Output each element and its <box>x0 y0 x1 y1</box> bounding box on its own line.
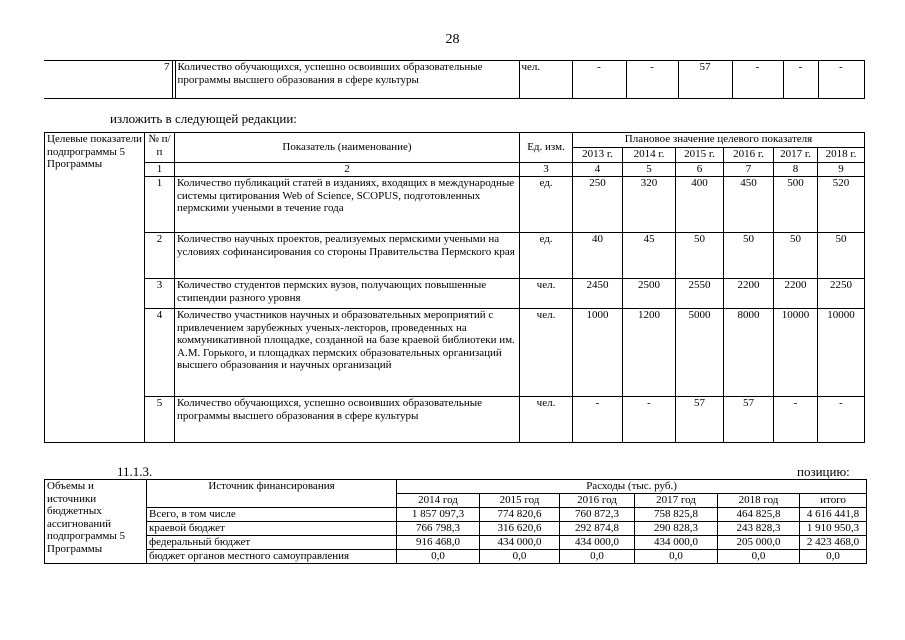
budget-left-label: Объемы и источники бюджетных ассигнований подпрограммы 5 Программы <box>45 480 147 564</box>
row-unit: чел. <box>520 397 573 443</box>
budget-source: Всего, в том числе <box>147 507 397 521</box>
col-header-num: № п/п <box>145 133 175 163</box>
table-row <box>45 397 865 443</box>
row-name: Количество научных проектов, реализуемых пермскими учеными на условиях софинансирования со стороны Правительства Пермского края <box>175 233 520 279</box>
budget-value: 292 874,8 <box>560 521 635 535</box>
row-value: 8000 <box>724 309 774 397</box>
page-number: 28 <box>445 32 460 47</box>
row-num: 1 <box>145 177 175 233</box>
row-unit: чел. <box>520 279 573 309</box>
col-number: 6 <box>676 163 724 177</box>
row-name: Количество публикаций статей в изданиях, входящих в международные системы цитирования Web of Science, SCOPUS, подготовленных пермскими учеными в течение года <box>175 177 520 233</box>
row-value: 40 <box>573 233 623 279</box>
intro-text: изложить в следующей редакции: <box>110 111 297 126</box>
row-name: Количество участников научных и образовательных мероприятий с привлечением зарубежных ученых-лекторов, проведенных на коммуникативной площадке, созданной на базе краевой библиотеки им. А.М. Горького, и площадках пермских образовательных организаций высшего образования и научных организаций <box>175 309 520 397</box>
row-value: 500 <box>774 177 818 233</box>
budget-value: 464 825,8 <box>718 507 800 521</box>
budget-value: 434 000,0 <box>480 535 560 549</box>
col-number: 8 <box>774 163 818 177</box>
col-number: 4 <box>573 163 623 177</box>
budget-value: 0,0 <box>480 549 560 563</box>
col-number: 2 <box>175 163 520 177</box>
row-num: 3 <box>145 279 175 309</box>
budget-source: федеральный бюджет <box>147 535 397 549</box>
row-value: 50 <box>676 233 724 279</box>
top-row-unit: чел. <box>519 61 572 99</box>
row-value: 520 <box>818 177 865 233</box>
budget-expenses-header: Расходы (тыс. руб.) <box>397 480 867 494</box>
top-row-value: - <box>572 61 626 99</box>
row-value: - <box>573 397 623 443</box>
table-row <box>45 549 867 563</box>
top-fragment-table <box>44 60 865 99</box>
budget-value: 316 620,6 <box>480 521 560 535</box>
budget-source: краевой бюджет <box>147 521 397 535</box>
top-row-name: Количество обучающихся, успешно освоивших образовательные программы высшего образования в сфере культуры <box>175 61 519 99</box>
row-value: 5000 <box>676 309 724 397</box>
row-unit: чел. <box>520 309 573 397</box>
row-value: 50 <box>774 233 818 279</box>
row-value: - <box>818 397 865 443</box>
row-name: Количество студентов пермских вузов, получающих повышенные стипендии разного уровня <box>175 279 520 309</box>
table-row <box>45 309 865 397</box>
position-label: позицию: <box>797 464 850 479</box>
col-number: 1 <box>145 163 175 177</box>
top-row-value: - <box>732 61 783 99</box>
top-row-value: - <box>783 61 818 99</box>
table-row <box>45 279 865 309</box>
row-value: 50 <box>724 233 774 279</box>
row-name: Количество обучающихся, успешно освоивших образовательные программы высшего образования в сфере культуры <box>175 397 520 443</box>
budget-value: 0,0 <box>800 549 867 563</box>
budget-year-header: 2018 год <box>718 494 800 508</box>
row-value: 50 <box>818 233 865 279</box>
budget-value: 774 820,6 <box>480 507 560 521</box>
col-number: 9 <box>818 163 865 177</box>
row-value: 57 <box>724 397 774 443</box>
top-row-value: 57 <box>678 61 732 99</box>
table-row <box>45 233 865 279</box>
budget-year-header: 2014 год <box>397 494 480 508</box>
col-number: 7 <box>724 163 774 177</box>
col-header-year: 2013 г. <box>573 148 623 163</box>
indicators-table <box>44 132 865 443</box>
row-value: 10000 <box>774 309 818 397</box>
budget-value: 758 825,8 <box>635 507 718 521</box>
col-header-year: 2015 г. <box>676 148 724 163</box>
top-row-value: - <box>818 61 864 99</box>
budget-year-header: 2016 год <box>560 494 635 508</box>
budget-value: 290 828,3 <box>635 521 718 535</box>
row-value: 2200 <box>774 279 818 309</box>
row-unit: ед. <box>520 233 573 279</box>
row-value: 10000 <box>818 309 865 397</box>
table-row <box>45 177 865 233</box>
row-value: 2200 <box>724 279 774 309</box>
budget-value: 0,0 <box>560 549 635 563</box>
budget-table <box>44 479 867 564</box>
row-value: 57 <box>676 397 724 443</box>
row-value: 1000 <box>573 309 623 397</box>
row-num: 5 <box>145 397 175 443</box>
budget-value: 0,0 <box>397 549 480 563</box>
budget-value: 766 798,3 <box>397 521 480 535</box>
col-header-name: Показатель (наименование) <box>175 133 520 163</box>
row-num: 2 <box>145 233 175 279</box>
col-header-unit: Ед. изм. <box>520 133 573 163</box>
col-header-year: 2017 г. <box>774 148 818 163</box>
budget-value: 4 616 441,8 <box>800 507 867 521</box>
row-unit: ед. <box>520 177 573 233</box>
table-row <box>45 521 867 535</box>
budget-value: 2 423 468,0 <box>800 535 867 549</box>
section-label: 11.1.3. <box>117 464 153 479</box>
budget-value: 0,0 <box>718 549 800 563</box>
row-num: 4 <box>145 309 175 397</box>
row-value: 400 <box>676 177 724 233</box>
col-header-year: 2016 г. <box>724 148 774 163</box>
budget-value: 1 910 950,3 <box>800 521 867 535</box>
budget-value: 205 000,0 <box>718 535 800 549</box>
budget-source-header: Источник финансирования <box>147 480 397 508</box>
col-header-year: 2018 г. <box>818 148 865 163</box>
budget-value: 760 872,3 <box>560 507 635 521</box>
budget-value: 916 468,0 <box>397 535 480 549</box>
col-number: 5 <box>623 163 676 177</box>
col-header-plan: Плановое значение целевого показателя <box>573 133 865 148</box>
budget-source: бюджет органов местного самоуправления <box>147 549 397 563</box>
row-value: - <box>623 397 676 443</box>
row-value: - <box>774 397 818 443</box>
row-value: 45 <box>623 233 676 279</box>
budget-value: 243 828,3 <box>718 521 800 535</box>
budget-year-header: 2017 год <box>635 494 718 508</box>
row-value: 450 <box>724 177 774 233</box>
table-row <box>45 535 867 549</box>
row-value: 320 <box>623 177 676 233</box>
budget-value: 434 000,0 <box>635 535 718 549</box>
row-value: 1200 <box>623 309 676 397</box>
top-row-value: - <box>626 61 678 99</box>
budget-value: 434 000,0 <box>560 535 635 549</box>
budget-year-header: 2015 год <box>480 494 560 508</box>
budget-value: 0,0 <box>635 549 718 563</box>
row-value: 2250 <box>818 279 865 309</box>
row-value: 250 <box>573 177 623 233</box>
budget-year-header: итого <box>800 494 867 508</box>
row-value: 2500 <box>623 279 676 309</box>
table-row <box>45 507 867 521</box>
row-value: 2450 <box>573 279 623 309</box>
indicators-left-label: Целевые показатели подпрограммы 5 Программы <box>45 133 145 443</box>
top-row-num: 7 <box>44 61 172 99</box>
row-value: 2550 <box>676 279 724 309</box>
col-header-year: 2014 г. <box>623 148 676 163</box>
budget-value: 1 857 097,3 <box>397 507 480 521</box>
col-number: 3 <box>520 163 573 177</box>
